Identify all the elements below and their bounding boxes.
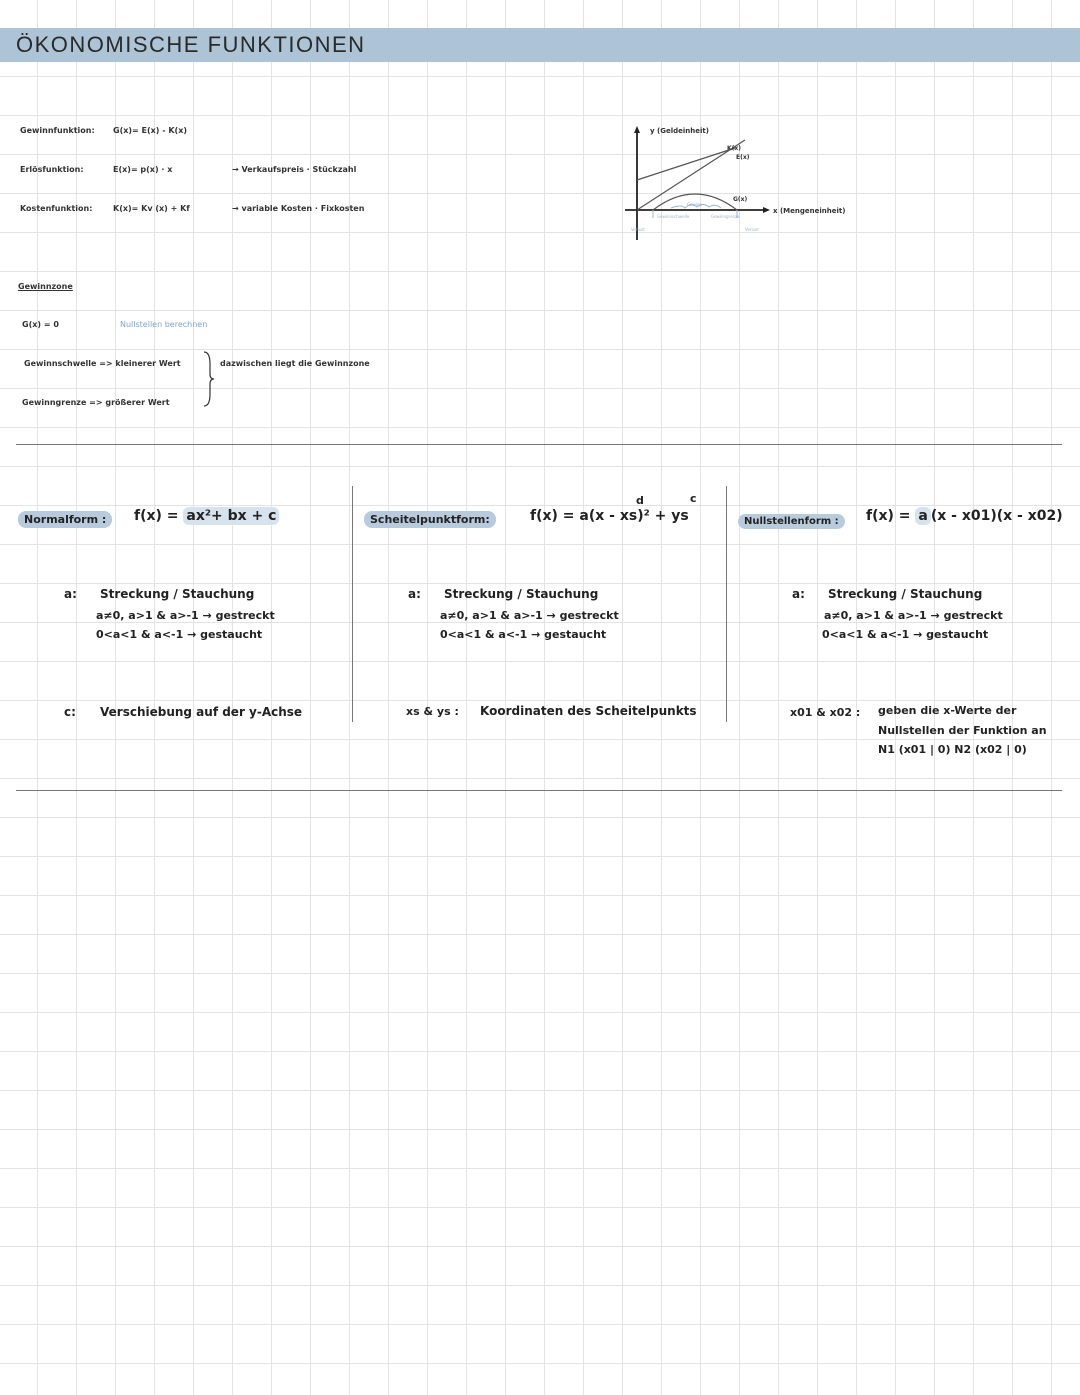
normalform-a-line2: 0<a<1 & a<-1 → gestaucht (96, 628, 263, 641)
grenze-label: Gewinngrenze (711, 214, 740, 219)
cost-curve-label: K(x) (727, 145, 742, 152)
normalform-a-letter: a: (64, 587, 77, 601)
erloesfunktion-label: Erlösfunktion: (20, 165, 84, 174)
gewinnfunktion-label: Gewinnfunktion: (20, 126, 95, 135)
erloesfunktion-formula: E(x)= p(x) · x (113, 165, 173, 174)
scheitelpunktform-formula-body: a(x - xs)² + ys (579, 508, 689, 524)
scheitelpunktform-a-title: Streckung / Stauchung (444, 587, 599, 601)
brace (200, 350, 216, 408)
normalform-c-letter: c: (64, 705, 76, 719)
scheitelpunktform-xs-label: xs & ys : (406, 705, 459, 718)
nullstellenform-a-line2: 0<a<1 & a<-1 → gestaucht (822, 628, 989, 641)
gewinnzone-heading: Gewinnzone (18, 282, 73, 291)
nullstellenform-a-letter: a: (792, 587, 805, 601)
x-axis-arrow (763, 207, 770, 213)
normalform-formula (134, 508, 279, 524)
normalform-formula-prefix: f(x) = (134, 508, 184, 524)
normalform-formula-body: ax²+ bx + c (183, 507, 279, 525)
gewinnfunktion-formula: G(x)= E(x) - K(x) (113, 126, 188, 135)
divider-bottom (16, 790, 1062, 791)
scheitelpunktform-tag: Scheitelpunktform: (364, 511, 496, 528)
nullstellenform-x0-line1: geben die x-Werte der (878, 704, 1017, 717)
normalform-a-title: Streckung / Stauchung (100, 587, 255, 601)
loss-right-label: Verlust (745, 227, 759, 232)
normalform-tag: Normalform : (18, 511, 112, 528)
nullstellenform-tag: Nullstellenform : (738, 514, 845, 529)
gewinnschwelle-text: Gewinnschwelle => kleinerer Wert (24, 359, 181, 368)
erloesfunktion-note: → Verkaufspreis · Stückzahl (232, 165, 357, 174)
scheitelpunktform-a-letter: a: (408, 587, 421, 601)
nullstellenform-formula-rest: (x - x01)(x - x02) (930, 508, 1063, 524)
nullstellenform-x0-line3: N1 (x01 | 0) N2 (x02 | 0) (878, 743, 1027, 756)
divider-col1 (352, 486, 353, 722)
normalform-section (18, 508, 112, 527)
divider-top (16, 444, 1062, 445)
schwelle-label: Gewinnschwelle (657, 214, 690, 219)
nullstellenform-formula (866, 508, 1063, 524)
nullstellenform-x0-line2: Nullstellen der Funktion an (878, 724, 1047, 737)
y-axis-arrow (634, 126, 640, 133)
kostenfunktion-note: → variable Kosten · Fixkosten (232, 204, 365, 213)
loss-left-label: Verlust (631, 227, 645, 232)
nullstellenform-a-title: Streckung / Stauchung (828, 587, 983, 601)
zone-label: Gewinn (687, 202, 703, 207)
scheitelpunktform-xs-text: Koordinaten des Scheitelpunkts (480, 704, 697, 718)
gewinnzone-equation: G(x) = 0 (22, 320, 59, 329)
cost-curve (637, 148, 735, 180)
nullstellenform-formula-prefix: f(x) = (866, 508, 916, 524)
y-axis-label: y (Geldeinheit) (650, 127, 709, 135)
scheitel-mark-c: c (690, 492, 697, 505)
nullstellenform-formula-a: a (915, 507, 930, 525)
scheitelpunktform-a-line2: 0<a<1 & a<-1 → gestaucht (440, 628, 607, 641)
revenue-curve-label: E(x) (736, 154, 750, 161)
kostenfunktion-formula: K(x)= Kv (x) + Kf (113, 204, 190, 213)
profit-curve-label: G(x) (733, 196, 748, 203)
normalform-c-text: Verschiebung auf der y-Achse (100, 705, 303, 719)
nullstellenform-x0-label: x01 & x02 : (790, 706, 861, 719)
gewinnzone-between: dazwischen liegt die Gewinnzone (220, 359, 370, 368)
scheitel-mark-d: d (636, 494, 644, 507)
scheitelpunktform-section (364, 508, 496, 527)
nullstellenform-a-line1: a≠0, a>1 & a>-1 → gestreckt (824, 609, 1003, 622)
profit-graph (615, 118, 865, 243)
gewinngrenze-text: Gewinngrenze => größerer Wert (22, 398, 170, 407)
gewinnzone-hint: Nullstellen berechnen (120, 320, 208, 329)
kostenfunktion-label: Kostenfunktion: (20, 204, 93, 213)
normalform-a-line1: a≠0, a>1 & a>-1 → gestreckt (96, 609, 275, 622)
page-title: ÖKONOMISCHE FUNKTIONEN (16, 32, 366, 57)
scheitelpunktform-formula-prefix: f(x) = (530, 508, 580, 524)
scheitelpunktform-formula (530, 508, 689, 524)
nullstellenform-section (738, 509, 845, 528)
scheitelpunktform-a-line1: a≠0, a>1 & a>-1 → gestreckt (440, 609, 619, 622)
divider-col2 (726, 486, 727, 722)
x-axis-label: x (Mengeneinheit) (773, 207, 846, 215)
